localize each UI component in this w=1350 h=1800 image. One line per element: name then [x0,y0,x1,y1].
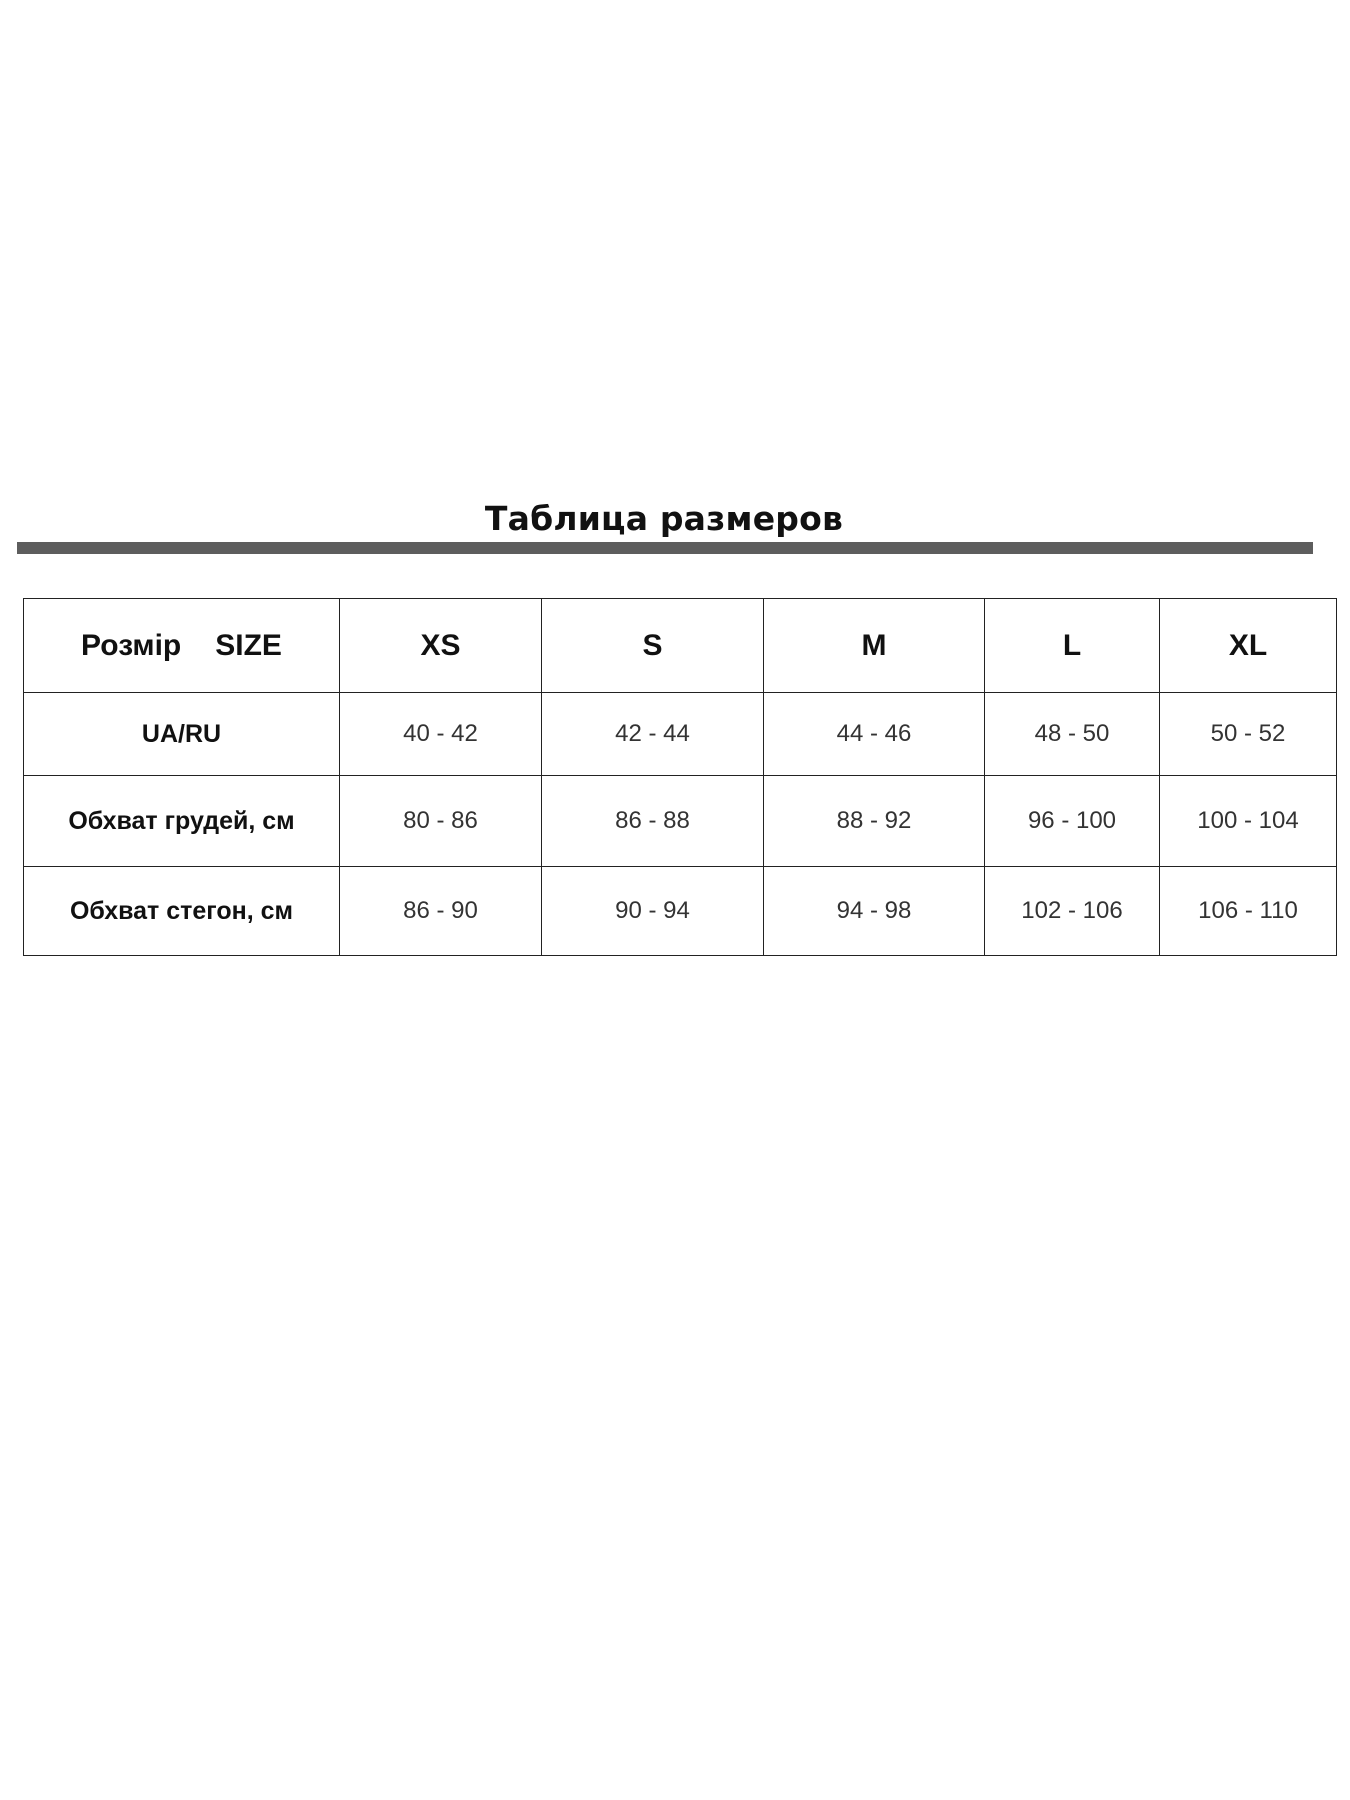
table-row-chest [24,776,1337,867]
size-label-en: SIZE [215,628,282,662]
table-row-ua-ru [24,693,1337,776]
size-header-l: L [985,599,1160,693]
table-cell: 94 - 98 [764,867,985,956]
table-cell: 44 - 46 [764,693,985,776]
size-header-xs: XS [340,599,542,693]
table-row-hips [24,867,1337,956]
table-header-row [24,599,1337,693]
table-cell: 80 - 86 [340,776,542,867]
size-header-xl: XL [1160,599,1337,693]
table-cell: 90 - 94 [542,867,764,956]
row-label-hips: Обхват стегон, см [24,867,340,956]
table-cell: 96 - 100 [985,776,1160,867]
table-cell: 50 - 52 [1160,693,1337,776]
page-title: Таблица размеров [484,499,844,538]
size-label-ua: Розмір [81,628,182,662]
size-header-m: M [764,599,985,693]
table-cell: 86 - 90 [340,867,542,956]
table-cell: 100 - 104 [1160,776,1337,867]
table-cell: 102 - 106 [985,867,1160,956]
title-underline [17,542,1313,554]
row-label-ua-ru: UA/RU [24,693,340,776]
table-cell: 106 - 110 [1160,867,1337,956]
size-header-s: S [542,599,764,693]
table-cell: 48 - 50 [985,693,1160,776]
row-label-chest: Обхват грудей, см [24,776,340,867]
table-cell: 40 - 42 [340,693,542,776]
table-cell: 88 - 92 [764,776,985,867]
size-header-label-cell [24,599,340,693]
table-cell: 42 - 44 [542,693,764,776]
table-cell: 86 - 88 [542,776,764,867]
size-table [23,598,1337,956]
